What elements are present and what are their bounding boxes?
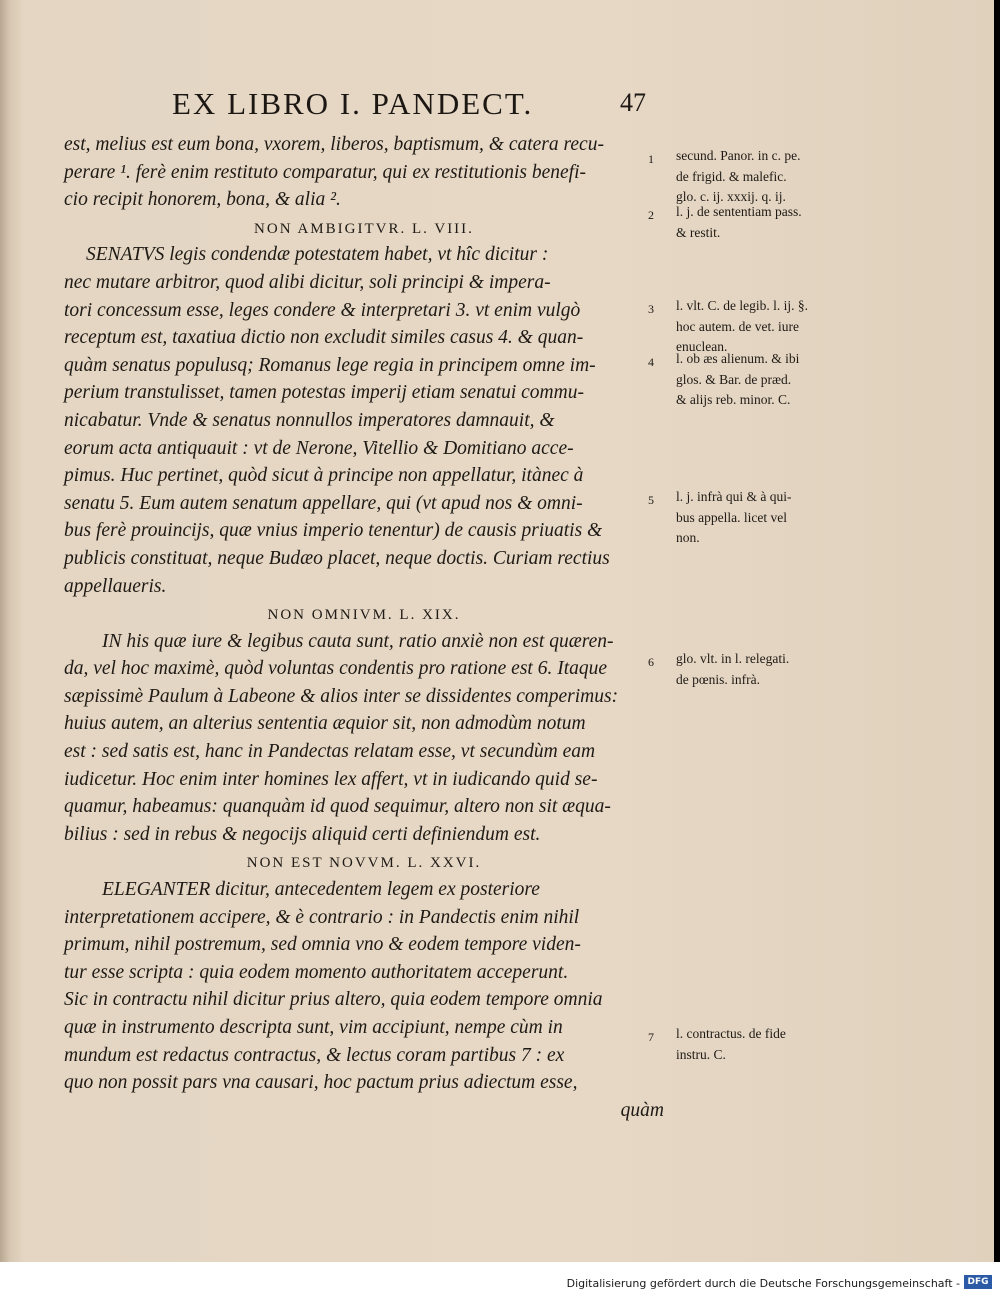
note-number: 1 bbox=[648, 152, 654, 166]
text-line: quo non possit pars vna causari, hoc pactum prius adiectum esse, bbox=[64, 1072, 578, 1094]
note-line: instru. C. bbox=[676, 1046, 726, 1062]
note-number: 5 bbox=[648, 493, 654, 507]
margin-note bbox=[648, 146, 878, 208]
text-line: senatu 5. Eum autem senatum appellare, qui (vt apud nos & omni- bbox=[64, 492, 583, 514]
catchword: quàm bbox=[620, 1099, 664, 1121]
text-line: quamur, habeamus: quanquàm id quod sequimur, altero non sit æqua- bbox=[64, 796, 611, 818]
text-line: quàm senatus populusq; Romanus lege regia in principem omne im- bbox=[64, 354, 596, 376]
text-line: tori concessum esse, leges condere & interpretari 3. vt enim vulgò bbox=[64, 299, 581, 321]
note-number: 6 bbox=[648, 655, 654, 669]
text-line: bus ferè prouincijs, quæ vnius imperio tenentur) de causis priuatis & bbox=[64, 520, 603, 542]
text-line: IN his quæ iure & legibus cauta sunt, ratio anxiè non est quæren- bbox=[102, 630, 614, 652]
note-line: glos. & Bar. de præd. bbox=[676, 371, 792, 387]
text-line: sæpissimè Paulum à Labeone & alios inter se dissidentes comperimus: bbox=[64, 685, 619, 707]
text-line: Sic in contractu nihil dicitur prius altero, quia eodem tempore omnia bbox=[64, 989, 603, 1011]
text-line: nec mutare arbitror, quod alibi dicitur, soli principi & impera- bbox=[64, 271, 551, 293]
margin-note bbox=[648, 349, 878, 411]
margin-note bbox=[648, 649, 878, 690]
margin-note bbox=[648, 487, 878, 549]
page-number: 47 bbox=[620, 88, 646, 117]
text-line: publicis constituat, neque Budæo placet, neque doctis. Curiam rectius bbox=[64, 547, 610, 569]
text-line: tur esse scripta : quia eodem momento authoritatem acceperunt. bbox=[64, 961, 569, 983]
note-number: 2 bbox=[648, 208, 654, 222]
text-line: cio recipit honorem, bona, & alia ². bbox=[64, 189, 341, 211]
text-line: quæ in instrumento descripta sunt, vim accipiunt, nempe cùm in bbox=[64, 1017, 563, 1038]
note-line: de frigid. & malefic. bbox=[676, 168, 787, 184]
note-line: & restit. bbox=[676, 224, 721, 240]
note-line: l. ob æs alienum. & ibi bbox=[676, 351, 800, 366]
text-line: est, melius est eum bona, vxorem, liberos, baptismum, & catera recu- bbox=[64, 134, 604, 155]
text-line: da, vel hoc maximè, quòd voluntas condentis pro ratione est 6. Itaque bbox=[64, 658, 608, 680]
text-line: est : sed satis est, hanc in Pandectas relatam esse, vt secundùm eam bbox=[64, 741, 596, 763]
note-line: non. bbox=[676, 530, 700, 545]
margin-note bbox=[648, 1024, 878, 1065]
text-line: huius autem, an alterius sententia æquior sit, non admodùm notum bbox=[64, 713, 586, 735]
text-line: pimus. Huc pertinet, quòd sicut à principe non appellatur, itànec à bbox=[64, 465, 584, 487]
note-line: bus appella. licet vel bbox=[676, 509, 787, 525]
text-line: nicabatur. Vnde & senatus nonnullos imperatores damnauit, & bbox=[64, 409, 555, 431]
note-number: 4 bbox=[648, 355, 654, 369]
running-title: EX LIBRO I. PANDECT. bbox=[172, 86, 534, 121]
margin-note bbox=[648, 202, 878, 243]
text-line: perare ¹. ferè enim restituto comparatur, qui ex restitutionis benefi- bbox=[64, 161, 586, 183]
note-line: enuclean. bbox=[676, 339, 728, 354]
text-line: perium transtulisset, tamen potestas imperij etiam senatui commu- bbox=[64, 382, 584, 404]
text-line: mundum est redactus contractus, & lectus coram partibus 7 : ex bbox=[64, 1044, 565, 1066]
text-line: bilius : sed in rebus & negocijs aliquid certi definiendum est. bbox=[64, 823, 541, 845]
text-line: SENATVS legis condendæ potestatem habet, vt hîc dicitur : bbox=[86, 244, 549, 266]
text-line: interpretationem accipere, & è contrario : in Pandectis enim nihil bbox=[64, 906, 580, 928]
note-line: l. j. infrà qui & à qui- bbox=[676, 489, 792, 504]
text-line: primum, nihil postremum, sed omnia vno & eodem tempore viden- bbox=[64, 934, 581, 956]
section-heading: NON EST NOVVM. L. XXVI. bbox=[246, 855, 482, 872]
note-line: secund. Panor. in c. pe. bbox=[676, 148, 801, 163]
note-line: & alijs reb. minor. C. bbox=[676, 392, 791, 407]
dfg-logo: DFG bbox=[964, 1275, 992, 1289]
text-line: ELEGANTER dicitur, antecedentem legem ex posteriore bbox=[102, 879, 540, 901]
text-line: eorum acta antiquauit : vt de Nerone, Vitellio & Domitiano acce- bbox=[64, 437, 574, 459]
note-number: 7 bbox=[648, 1030, 654, 1044]
text-line: appellaueris. bbox=[64, 575, 167, 597]
note-line: glo. c. ij. xxxij. q. ij. bbox=[676, 189, 786, 204]
text-line: iudicetur. Hoc enim inter homines lex affert, vt in iudicando quid se- bbox=[64, 768, 598, 790]
main-text-block bbox=[64, 131, 664, 1124]
note-line: hoc autem. de vet. iure bbox=[676, 318, 799, 334]
note-number: 3 bbox=[648, 302, 654, 316]
note-line: l. vlt. C. de legib. l. ij. §. bbox=[676, 298, 808, 313]
note-line: l. contractus. de fide bbox=[676, 1026, 786, 1041]
note-line: de pœnis. infrà. bbox=[676, 671, 760, 687]
section-heading: NON OMNIVM. L. XIX. bbox=[267, 607, 461, 624]
note-line: l. j. de sententiam pass. bbox=[676, 204, 802, 219]
text-line: receptum est, taxatiua dictio non excludit similes casus 4. & quan- bbox=[64, 327, 584, 349]
section-heading: NON AMBIGITVR. L. VIII. bbox=[254, 220, 474, 237]
note-line: glo. vlt. in l. relegati. bbox=[676, 651, 790, 666]
digitization-credit: Digitalisierung gefördert durch die Deutsche Forschungsgemeinschaft - bbox=[566, 1277, 960, 1290]
